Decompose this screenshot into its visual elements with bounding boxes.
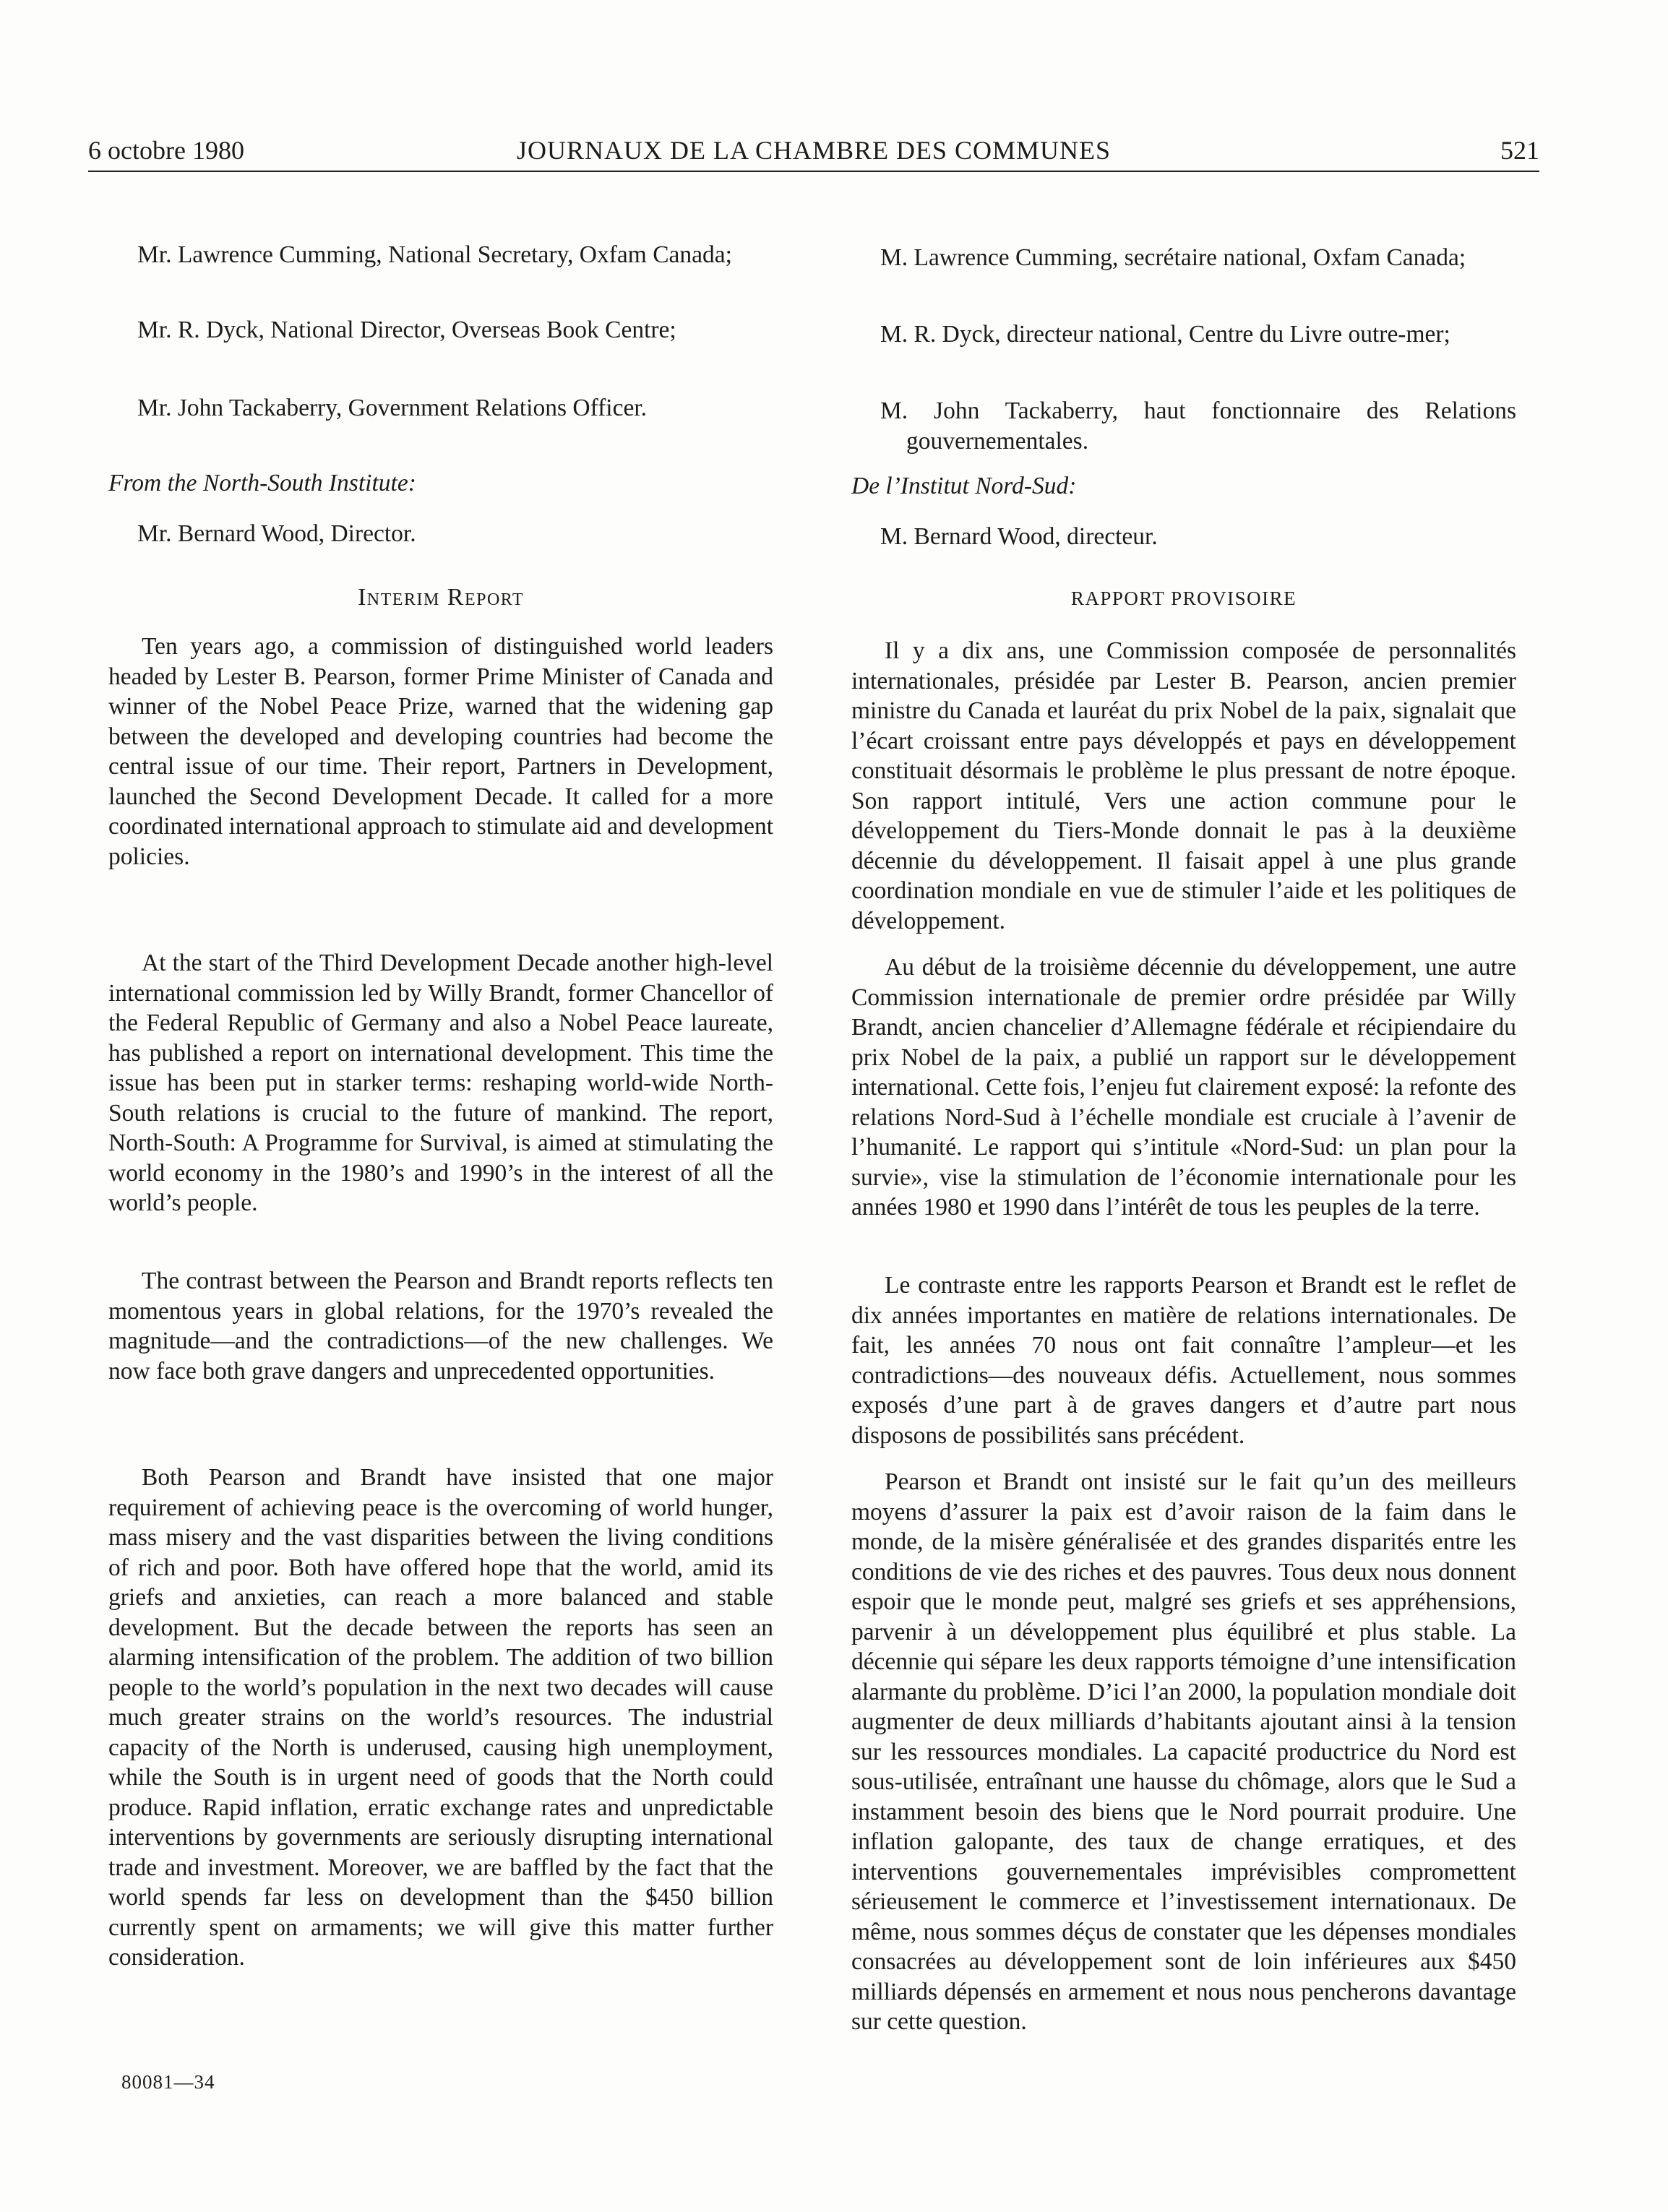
witness-entry: Mr. John Tackaberry, Government Relations Officer. — [137, 395, 648, 421]
page-header — [88, 129, 1539, 172]
page-number: 521 — [1500, 136, 1539, 165]
organization-label: From the North-South Institute: — [108, 470, 416, 496]
header-rule — [88, 171, 1539, 172]
body-paragraph: Ten years ago, a commission of distinguished world leaders headed by Lester B. Pearson, former Prime Minister of Canada and winner of the Nobel Peace Prize, warned that the widening gap between the developed and developing countries had become the central issue of our time. Their report, Partners in Development, launched the Second Development Decade. It called for a more coordinated international approach to stimulate aid and development policies. — [108, 633, 774, 870]
witness-entry: Mr. Lawrence Cumming, National Secretary, Oxfam Canada; — [137, 241, 732, 268]
witness-entry: Mr. Bernard Wood, Director. — [137, 520, 416, 547]
witness-entry: M. Lawrence Cumming, secrétaire national, Oxfam Canada; — [880, 244, 1466, 271]
body-paragraph: Pearson et Brandt ont insisté sur le fait qu’un des meilleurs moyens d’assurer la paix est d’avoir raison de la faim dans le monde, de la misère généralisée et des grandes disparités entre les conditions de vie des riches et des pauvres. Tous deux nous donnent espoir que le monde peut, malgré ses griefs et ses appréhensions, parvenir à un développement plus équilibré et plus stable. La décennie qui sépare les deux rapports témoigne d’une intensification alarmante du problème. D’ici l’an 2000, la population mondiale doit augmenter de deux milliards d’habitants ajoutant ainsi à la tension sur les ressources mondiales. La capacité productrice du Nord est sous-utilisée, entraînant une hausse du chômage, alors que le Sud a instamment besoin des biens que le Nord pourrait produire. Une inflation galopante, des taux de change erratiques, et des interventions gouvernementales imprévisibles compromettent sérieusement le commerce et l’investissement internationaux. De même, nous sommes déçus de constater que les dépenses mondiales consacrées au développement sont de loin inférieures aux $450 milliards dépensés en armement et nous nous pencherons davantage sur cette question. — [851, 1468, 1516, 2035]
witness-entry: M. Bernard Wood, directeur. — [880, 523, 1158, 550]
witness-entry: M. R. Dyck, directeur national, Centre du Livre outre-mer; — [880, 321, 1450, 348]
print-code: 80081—34 — [121, 2071, 215, 2093]
header-title: JOURNAUX DE LA CHAMBRE DES COMMUNES — [516, 136, 1112, 165]
body-paragraph: Le contraste entre les rapports Pearson et Brandt est le reflet de dix années importantes en matière de relations internationales. De fait, les années 70 nous ont fait connaître l’ampleur—et les contradictions—des nouveaux défis. Actuellement, nous sommes exposés d’une part à de graves dangers et d’autre part nous disposons de possibilités sans précédent. — [851, 1272, 1516, 1449]
header-date: 6 octobre 1980 — [88, 136, 244, 165]
organization-label: De l’Institut Nord-Sud: — [851, 473, 1077, 499]
body-paragraph: Il y a dix ans, une Commission composée de personnalités internationales, présidée par Lester B. Pearson, ancien premier ministre du Canada et lauréat du prix Nobel de la paix, signalait que l’écart croissant entre pays développés et pays en développement constituait désormais le problème le plus pressant de notre époque. Son rapport intitulé, Vers une action commune pour le développement du Tiers-Monde donnait le pas à la deuxième décennie du développement. Il faisait appel à une plus grande coordination mondiale en vue de stimuler l’aide et les politiques de développement. — [851, 637, 1516, 934]
body-paragraph: Au début de la troisième décennie du développement, une autre Commission internationale de premier ordre présidée par Willy Brandt, ancien chancelier d’Allemagne fédérale et récipiendaire du prix Nobel de la paix, a publié un rapport sur le développement international. Cette fois, l’enjeu fut clairement exposé: la refonte des relations Nord-Sud à l’échelle mondiale est cruciale à l’avenir de l’humanité. Le rapport qui s’intitule «Nord-Sud: un plan pour la survie», vise la stimulation de l’économie internationale pour les années 1980 et 1990 dans l’intérêt de tous les peuples de la terre. — [851, 954, 1516, 1221]
body-paragraph: Both Pearson and Brandt have insisted that one major requirement of achieving peace is the overcoming of world hunger, mass misery and the vast disparities between the living conditions of rich and poor. Both have offered hope that the world, amid its griefs and anxieties, can reach a more balanced and stable development. But the decade between the reports has seen an alarming intensification of the problem. The addition of two billion people to the world’s population in the next two decades will cause much greater strains on the world’s resources. The industrial capacity of the North is underused, causing high unemployment, while the South is in urgent need of goods that the North could produce. Rapid inflation, erratic exchange rates and unpredictable interventions by governments are seriously disrupting international trade and investment. Moreover, we are baffled by the fact that the world spends far less on development than the $450 billion currently spent on armaments; we will give this matter further consideration. — [108, 1464, 773, 1971]
witness-entry: Mr. R. Dyck, National Director, Overseas Book Centre; — [137, 317, 676, 343]
section-heading: RAPPORT PROVISOIRE — [1070, 588, 1297, 609]
section-heading: Interim Report — [357, 584, 525, 611]
body-paragraph: The contrast between the Pearson and Brandt reports reflects ten momentous years in global relations, for the 1970’s revealed the magnitude—and the contradictions—of the new challenges. We now face both grave dangers and unprecedented opportunities. — [108, 1268, 773, 1385]
body-paragraph: At the start of the Third Development Decade another high-level international commission led by Willy Brandt, former Chancellor of the Federal Republic of Germany and also a Nobel Peace laureate, has published a report on international development. This time the issue has been put in starker terms: reshaping world-wide North-South relations is crucial to the future of mankind. The report, North-South: A Programme for Survival, is aimed at stimulating the world economy in the 1980’s and 1990’s in the interest of all the world’s people. — [108, 950, 773, 1216]
witness-entry: M. John Tackaberry, haut fonctionnaire des Relations gouvernementales. — [880, 397, 1516, 455]
